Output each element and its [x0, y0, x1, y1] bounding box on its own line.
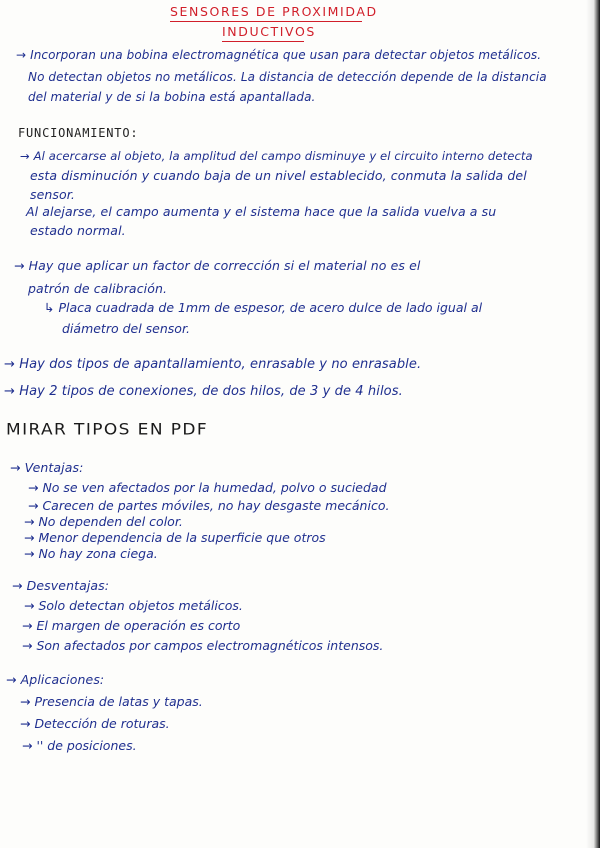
desventajas-item-3: → Son afectados por campos electromagnéticos intensos. — [22, 638, 384, 653]
aplicaciones-item-3: → '' de posiciones. — [22, 738, 137, 753]
funcionamiento-heading: FUNCIONAMIENTO: — [18, 126, 139, 140]
intro-line-1: → Incorporan una bobina electromagnética que usan para detectar objetos metálicos. — [16, 48, 542, 62]
desventajas-item-1: → Solo detectan objetos metálicos. — [24, 598, 243, 613]
ventajas-item-4: → Menor dependencia de la superficie que otros — [24, 530, 326, 545]
funcionamiento-line-4: Al alejarse, el campo aumenta y el sistema hace que la salida vuelva a su — [26, 204, 497, 219]
ventajas-item-5: → No hay zona ciega. — [24, 546, 158, 561]
funcionamiento-line-5: estado normal. — [30, 223, 126, 238]
ventajas-item-2: → Carecen de partes móviles, no hay desgaste mecánico. — [28, 498, 390, 513]
correccion-line-2: patrón de calibración. — [28, 281, 168, 296]
title-underline-2 — [222, 41, 304, 42]
scan-right-edge — [586, 0, 600, 848]
title-line-2: INDUCTIVOS — [222, 24, 316, 39]
ventajas-item-3: → No dependen del color. — [24, 514, 183, 529]
tipos-line-1: → Hay dos tipos de apantallamiento, enrasable y no enrasable. — [4, 357, 422, 372]
funcionamiento-line-2: esta disminución y cuando baja de un nivel establecido, conmuta la salida del — [30, 168, 527, 183]
desventajas-heading: → Desventajas: — [12, 578, 110, 593]
aplicaciones-heading: → Aplicaciones: — [6, 672, 105, 687]
funcionamiento-line-1: → Al acercarse al objeto, la amplitud del campo disminuye y el circuito interno detecta — [20, 149, 533, 163]
aplicaciones-item-2: → Detección de roturas. — [20, 716, 170, 731]
funcionamiento-line-3: sensor. — [30, 187, 75, 202]
mirar-tipos-heading: MIRAR TIPOS EN PDF — [6, 420, 209, 440]
correccion-sub-line-1: ↳ Placa cuadrada de 1mm de espesor, de acero dulce de lado igual al — [44, 300, 483, 315]
tipos-line-2: → Hay 2 tipos de conexiones, de dos hilos, de 3 y de 4 hilos. — [4, 384, 403, 399]
intro-line-2: No detectan objetos no metálicos. La distancia de detección depende de la distancia — [28, 70, 547, 84]
title-underline-1 — [170, 21, 362, 22]
correccion-line-1: → Hay que aplicar un factor de corrección si el material no es el — [14, 258, 421, 273]
aplicaciones-item-1: → Presencia de latas y tapas. — [20, 694, 203, 709]
intro-line-3: del material y de si la bobina está apantallada. — [28, 90, 316, 104]
title-line-1: SENSORES DE PROXIMIDAD — [170, 4, 378, 19]
desventajas-item-2: → El margen de operación es corto — [22, 618, 241, 633]
ventajas-item-1: → No se ven afectados por la humedad, polvo o suciedad — [28, 480, 387, 495]
ventajas-heading: → Ventajas: — [10, 460, 84, 475]
correccion-sub-line-2: diámetro del sensor. — [62, 321, 190, 336]
